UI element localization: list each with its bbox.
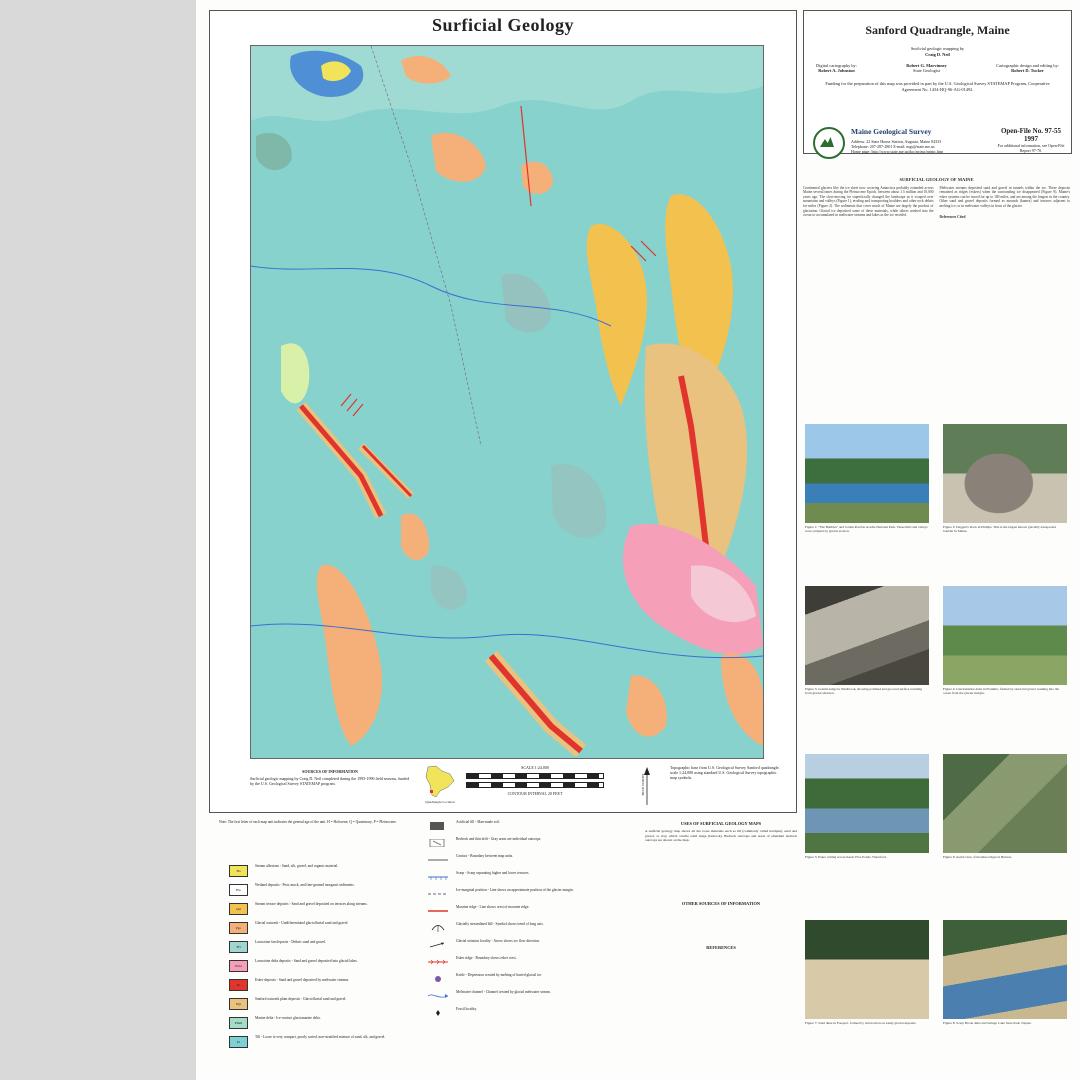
scale-bar-graphic [466,773,604,779]
map-symbol-icon [428,839,448,847]
legend-swatch: Hw [229,884,248,896]
legend-swatch: Pt [229,1036,248,1048]
legend-swatch: Pe [229,979,248,991]
legend-unit [209,921,422,940]
uses-heading: USES OF SURFICIAL GEOLOGY MAPS [680,821,762,826]
essay-heading: SURFICIAL GEOLOGY OF MAINE [899,177,974,182]
figure-7-image [805,920,929,1019]
figure-6-image [943,754,1067,853]
references-heading: REFERENCES [706,945,736,951]
figure-2 [943,424,1067,541]
legend-unit-description: Esker deposits - Sand and gravel deposited by meltwater streams. [255,978,350,983]
essay-column-1: Continental glaciers like the ice sheet now covering Antarctica probably extended across Maine several times during the Pleistocene Epoch, between about 1.5 million and 10,000 years ago. The slow-moving ice superficially changed the landscape as it scraped over mountains and valleys (Figure 1), eroding and transporting boulders and other rock debris for miles (Figure 2). The sediments that cover much of Maine are largely the product of glaciation. Glacial ice deposited some of these materials, while others washed into the ocean or accumulated in meltwater streams and lakes as the ice receded. [803,185,934,218]
legend-unit [209,902,422,921]
map-symbol-description: Artificial fill - Man-made soil. [456,820,500,824]
funding-note: Funding for the preparation of this map was provided in part by the U.S. Geological Survey STATEMAP Program, Cooperative Agreement No. 1434-HQ-96-AG-01492. [825,81,1050,92]
photo-gallery [803,424,1070,1074]
digital-name: Robert A. Johnston [818,68,855,73]
figure-3-caption: Figure 3: Granite ledge in Westbrook, showing polished and grooved surface resulting from glacial abrasion. [805,687,922,696]
map-symbol-description: Kettle - Depression created by melting of buried glacial ice. [456,973,543,977]
quadrangle-title: Sanford Quadrangle, Maine [865,23,1010,37]
map-symbol-icon [428,873,448,881]
legend-unit [209,1016,422,1035]
map-symbol-icon [428,1009,448,1017]
legend-unit-description: Lacustrine fan deposits - Deltaic sand and gravel. [255,940,327,945]
scale-bar-graphic-2 [466,782,604,788]
legend-unit-description: Stream terrace deposits - Sand and gravel deposited on terraces along streams. [255,902,368,907]
survey-homepage[interactable]: Home page: http://www.state.me.us/doc/nrimc/nrimc.htm [851,149,944,154]
map-symbol [420,905,640,922]
figure-2-caption: Figure 2: Daggett's Rock in Phillips. This is the largest known glacially transported boulder in Maine. [943,525,1056,534]
figure-8-caption: Figure 8: Scarp Brook delta and Sebago Lake State Park, Naples. [943,1021,1032,1025]
geologic-map-graphic [251,46,763,758]
credits-row [816,63,1059,73]
map-symbol [420,956,640,973]
legend-swatch: Pmd [229,960,248,972]
carto-label: Cartographic design and editing by: [996,63,1059,68]
legend-swatch: Pgo [229,922,248,934]
map-symbol [420,837,640,854]
legend-swatch: Pgs [229,998,248,1010]
survey-address-line: Address: 22 State House Station, Augusta, Maine 04333 [851,139,942,144]
legend-unit-description: Stream alluvium - Sand, silt, gravel, and organic material. [255,864,339,869]
legend-unit-description: Till - Loose to very compact, poorly sorted, non-stratified mixture of sand, silt, and gravel. [255,1035,386,1040]
legend-list [209,864,422,1054]
uses-text: A surficial geology map shows all the loose materials such as till (commonly called hardpan), sand and gravel, or clay, which overlie solid ledge (bedrock). Bedrock outcrops and areas of abundant bedrock outcrops are shown on the map. [645,829,797,842]
figure-3-image [805,586,929,685]
topographic-base-note: Topographic base from U.S. Geological Survey Sanford quadrangle, scale 1:24,000 using standard U.S. Geological Survey topographic map symbols. [670,765,780,780]
figure-3 [805,586,929,703]
legend-swatch: Qst [229,903,248,915]
legend-swatch: Pmm [229,1017,248,1029]
map-symbols-legend [420,820,640,1078]
map-symbol-icon [428,992,448,1000]
uses-of-maps [645,820,797,1078]
figure-7-caption: Figure 7: Sand dune in Freeport, formed by wind action on sandy glacial deposits. [805,1021,917,1025]
essay-column-2-text: Meltwater streams deposited sand and gravel in tunnels within the ice. These deposits remained as ridges (eskers) when the surrounding ice disappeared (Figure 9). Maine's esker systems can be traced for up to 100 miles, and are among the longest in the country. Other sand and gravel deposits formed as mounds (kames) and terraces adjacent to melting ice, or in meltwater valleys in front of the glacier. [939,185,1070,208]
map-symbol-description: Esker ridge - Boundary shows esker crest. [456,956,517,960]
map-symbol [420,939,640,956]
map-title: Surficial Geology [432,15,574,35]
other-sources-heading: OTHER SOURCES OF INFORMATION [681,901,761,907]
legend-unit [209,1035,422,1054]
map-symbol [420,854,640,871]
figure-7 [805,920,929,1037]
figure-1-caption: Figure 1: "The Bubbles" and Jordan Pond in Acadia National Park. These hills and valleys were sculpted by glacial erosion. [805,525,928,534]
figure-2-image [943,424,1067,523]
open-file-info: For additional information, see Open-File Report 97-70. [997,143,1065,153]
legend-swatch: Pfl [229,941,248,953]
map-symbol-icon [428,924,448,932]
contour-interval: CONTOUR INTERVAL 20 FEET [507,791,563,796]
map-symbol-icon [428,822,448,830]
map-symbol [420,1007,640,1024]
figure-4-image [943,586,1067,685]
survey-name: Maine Geological Survey [851,127,932,136]
map-frame [209,10,797,813]
figure-6-caption: Figure 6: Aerial view of moraine ridges in Buxton. [943,855,1012,859]
map-symbol-icon [428,958,448,966]
quadrangle-location [420,765,460,805]
map-symbol-description: Glacially streamlined hill - Symbol shows trend of long axis. [456,922,544,926]
legend-unit [209,864,422,883]
open-file-year: 1997 [1024,135,1038,143]
open-file-block [993,127,1069,153]
map-symbol [420,990,640,1007]
digital-credit [816,63,857,73]
survey-telephone: Telephone: 207-287-2801 E-mail: mgs@state.me.us [851,144,935,149]
map-symbol [420,820,640,837]
carto-credit [996,63,1059,73]
symbol-list [420,820,640,1024]
maine-seal-icon [813,127,845,159]
map-symbol-icon [428,907,448,915]
scale-ratio: SCALE 1:24,000 [521,765,549,770]
map-symbol-description: Contact - Boundary between map units. [456,854,514,858]
carto-name: Robert D. Tucker [1011,68,1044,73]
legend-swatch: Ha [229,865,248,877]
state-geologist-name: Robert G. Marvinney [906,63,947,68]
references-cited-heading: References Cited [939,214,966,219]
figure-6 [943,754,1067,871]
figure-4-caption: Figure 4: Glaciomarine delta in Franklin, formed by sand and gravel washing into the ocean from the glacier margin. [943,687,1060,696]
scale-bar [460,765,610,796]
map-symbol-icon [428,890,448,898]
mapping-label: Surficial geologic mapping by [910,46,965,51]
true-north-label: TRUE NORTH [640,774,645,796]
mapper-name: Craig D. Neil [925,51,950,57]
legend-unit-description: Sanford outwash plain deposits - Glaciofluvial sand and gravel. [255,997,347,1002]
map-symbol-description: Scarp - Scarp separating higher and lower terraces. [456,871,530,875]
geologic-map[interactable] [250,45,764,759]
map-bottom-info [210,763,796,811]
map-symbol-icon [428,975,448,983]
figure-5-caption: Figure 5: Esker cutting across Kezar Five Ponds, Waterford. [805,855,887,859]
map-unit-legend [209,820,422,1078]
map-symbol-description: Glacial striation locality - Arrow shows ice flow direction. [456,939,540,943]
essay-column-2 [940,186,1071,220]
legend-unit [209,940,422,959]
legend-unit-description: Wetland deposits - Peat, muck, and fine-grained inorganic sediments. [255,883,355,888]
open-file-number: Open-File No. 97-55 [1000,127,1062,135]
figure-5 [805,754,929,871]
legend-unit [209,978,422,997]
map-symbol [420,871,640,888]
map-symbol-description: Moraine ridge - Line shows crest of moraine ridge. [456,905,530,909]
legend-unit [209,883,422,902]
figure-1-image [805,424,929,523]
survey-block [803,127,1070,167]
map-symbol [420,888,640,905]
map-symbol-description: Fossil locality. [456,1007,477,1011]
map-symbol [420,973,640,990]
legend-unit-description: Glacial outwash - Undifferentiated glaciofluvial sand and gravel. [255,921,349,926]
sources-heading: SOURCES OF INFORMATION [302,769,358,774]
legend-unit [209,959,422,978]
legend-note: Note: The first letter of each map unit indicates the general age of the unit. H = Holocene; Q = Quaternary; P = Pleistocene. [219,820,397,824]
figure-1 [805,424,929,541]
quadrangle-location-label: Quadrangle Location [425,800,455,804]
figure-4 [943,586,1067,703]
maine-outline-icon [420,765,460,799]
map-symbol-description: Meltwater channel - Channel created by glacial meltwater stream. [456,990,551,994]
map-symbol-description: Ice-marginal position - Line shows an approximate position of the glacier margin. [456,888,574,892]
state-geologist-credit [906,63,947,73]
state-geologist-title: State Geologist [913,68,940,73]
map-symbol-icon [428,941,448,949]
map-symbol [420,922,640,939]
map-symbol-description: Bedrock and thin drift - Gray areas are individual outcrops. [456,837,542,841]
legend-unit-description: Lacustrine delta deposits - Sand and gravel deposited into glacial lakes. [255,959,358,964]
legend-unit [209,997,422,1016]
survey-address [851,139,981,154]
figure-8 [943,920,1067,1037]
figure-5-image [805,754,929,853]
figure-8-image [943,920,1067,1019]
surficial-geology-essay [803,178,1070,418]
map-symbol-icon [428,856,448,864]
legend-unit-description: Marine delta - Ice-contact glaciomarine delta. [255,1016,321,1021]
sources-text: Surficial geologic mapping by Craig D. Neil completed during the 1995-1996 field seasons, funded by the U.S. Geological Survey STATEMAP program. [250,776,410,786]
sources-of-information [250,769,410,786]
north-arrow [640,767,654,807]
digital-label: Digital cartography by: [816,63,857,68]
